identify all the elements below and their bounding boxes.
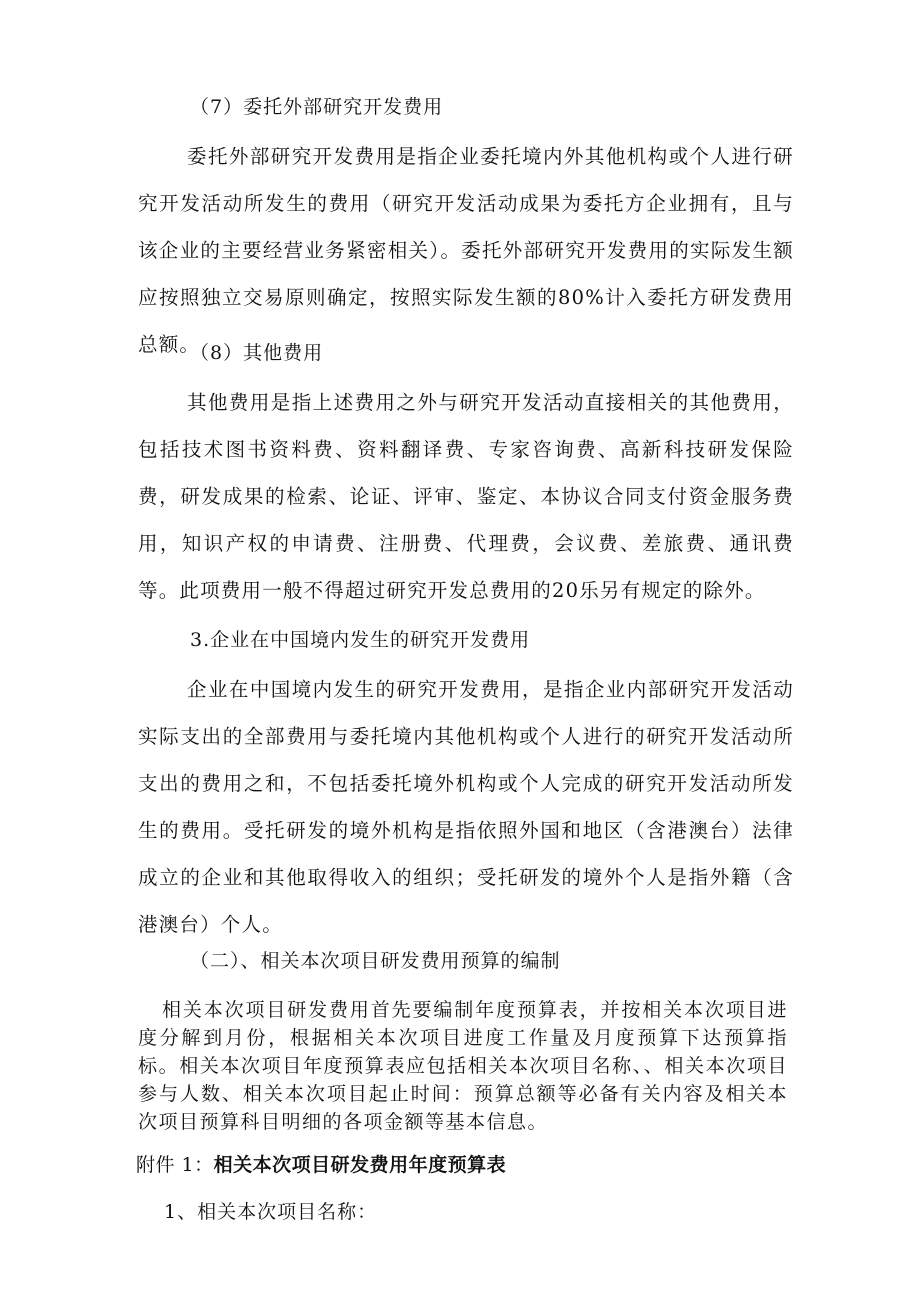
appendix-title: 相关本次项目研发费用年度预算表: [213, 1154, 507, 1176]
paragraph-budget-compilation: 相关本次项目研发费用首先要编制年度预算表，并按相关本次项目进度分解到月份，根据相关本次项目进度工作量及月度预算下达预算指标。相关本次项目年度预算表应包括相关本次项目名称、、相关本次项目参与人数、相关本次项目起止时间：预算总额等必备有关内容及相关本次项目预算科目明细的各项金额等基本信息。: [138, 999, 788, 1133]
section-heading-budget: （二）、相关本次项目研发费用预算的编制: [190, 950, 561, 972]
appendix-prefix: 附件 1：: [136, 1154, 214, 1176]
list-item-project-name: 1、相关本次项目名称：: [164, 1201, 378, 1223]
paragraph-domestic-rd-expenses: 企业在中国境内发生的研究开发费用，是指企业内部研究开发活动实际支出的全部费用与委托境内其他机构或个人进行的研究开发活动所支出的费用之和，不包括委托境外机构或个人完成的研究开发活动所发生的费用。受托研发的境外机构是指依照外国和地区（含港澳台）法律成立的企业和其他取得收入的组织；受托研发的境外个人是指外籍（含港澳台）个人。: [138, 678, 794, 936]
section-heading-7: （7）委托外部研究开发费用: [190, 96, 444, 118]
paragraph-entrusted-rd-expenses: 委托外部研究开发费用是指企业委托境内外其他机构或个人进行研究开发活动所发生的费用（研究开发活动成果为委托方企业拥有，且与该企业的主要经营业务紧密相关）。委托外部研究开发费用的实际发生额应按照独立交易原则确定，按照实际发生额的80%计入委托方研发费用总额。: [138, 145, 794, 356]
paragraph-other-expenses: 其他费用是指上述费用之外与研究开发活动直接相关的其他费用，包括技术图书资料费、资料翻译费、专家咨询费、高新科技研发保险费，研发成果的检索、论证、评审、鉴定、本协议合同支付资金服务费用，知识产权的申请费、注册费、代理费，会议费、差旅费、通讯费等。此项费用一般不得超过研究开发总费用的20乐另有规定的除外。: [138, 391, 794, 602]
appendix-line: [136, 1150, 506, 1177]
section-heading-8: （8）其他费用: [190, 342, 324, 364]
section-heading-3: 3.企业在中国境内发生的研究开发费用: [190, 629, 531, 651]
